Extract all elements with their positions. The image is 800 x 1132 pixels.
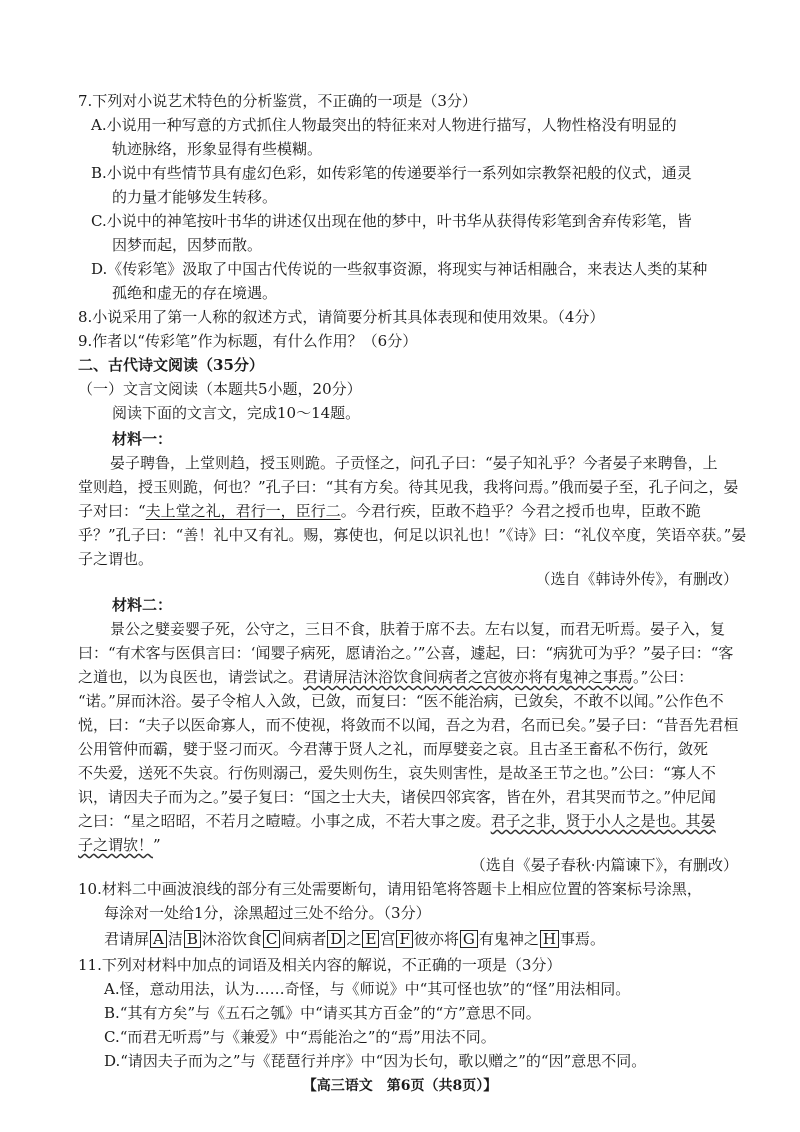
q7-option-a-cont: 轨迹脉络，形象显得有些模糊。 [112, 140, 323, 158]
material-2-line: 悦，曰：“夫子以医命寡人，而不使视，将敛而不以闻，吾之为君，名而已矣。”晏子曰：“昔吾先君桓 [78, 716, 739, 734]
material-1-line: 乎？”孔子曰：“善！礼中又有礼。赐，寡使也，何足以识礼也！”《诗》曰：“礼仪卒度，笑语卒获。”晏 [78, 526, 747, 544]
segment: 之 [346, 930, 362, 948]
segment: 洁 [167, 930, 183, 948]
q11-stem: 11.下列对材料中加点的词语及相关内容的解说，不正确的一项是（3分） [78, 956, 562, 974]
material-2-line: 曰：“有术客与医俱言曰：‘闻婴子病死，愿请治之。’”公喜，遽起，曰：“病犹可为乎？”晏子曰：“客 [78, 644, 734, 662]
q7-option-b-cont: 的力量才能够发生转移。 [112, 188, 278, 206]
text-span: 。今君行疾，臣敢不趋乎？今君之授币也卑，臣敢不跪 [340, 502, 701, 520]
segment: 事焉。 [559, 930, 605, 948]
material-2-source: （选自《晏子春秋·内篇谏下》，有删改） [470, 856, 738, 874]
q11-option-c: C.“而君无听焉”与《兼爱》中“焉能治之”的“焉”用法不同。 [104, 1028, 496, 1046]
q7-option-c: C.小说中的神笔按叶书华的讲述仅出现在他的梦中，叶书华从获得传彩笔到舍弃传彩笔，皆 [91, 212, 692, 230]
material-2-line: 景公之嬖妾婴子死，公守之，三日不食，肤着于席不去。左右以复，而君无听焉。晏子入，复 [110, 620, 726, 638]
text-span: 。”公曰： [633, 668, 694, 686]
material-2-line: 识，请因夫子而为之。”晏子复曰：“国之士大夫，诸侯四邻宾客，皆在外，君其哭而节之。”仲尼闻 [78, 788, 717, 806]
answer-label: E [362, 930, 379, 948]
text-span: 之道也，以为良医也，请尝试之。 [78, 668, 304, 686]
material-2-line: “诺。”屏而沐浴。晏子令棺人入敛，已敛，而复曰：“医不能治病，已敛矣，不敢不以闻。”公作色不 [78, 692, 724, 710]
q10-segmented-sentence [104, 928, 605, 950]
q11-option-d: D.“请因夫子而为之”与《琵琶行并序》中“因为长句，歌以赠之”的“因”意思不同。 [104, 1052, 647, 1070]
answer-label: G [460, 930, 478, 948]
segment: 间病者 [281, 930, 327, 948]
subsection-heading: （一）文言文阅读（本题共5小题，20分） [78, 380, 362, 398]
q10-stem: 10.材料二中画波浪线的部分有三处需要断句，请用铅笔将答题卡上相应位置的答案标号涂黑， [78, 880, 702, 898]
q8-stem: 8.小说采用了第一人称的叙述方式，请简要分析其具体表现和使用效果。（4分） [78, 308, 605, 326]
q7-option-c-cont: 因梦而起，因梦而散。 [112, 236, 263, 254]
page-footer: 【高三语文 第6页（共8页）】 [302, 1078, 498, 1094]
wavy-underlined-passage: 君请屏洁沐浴饮食间病者之宫彼亦将有鬼神之事焉 [303, 668, 634, 686]
text-span: ” [153, 836, 161, 854]
q9-stem: 9.作者以“传彩笔”作为标题，有什么作用？（6分） [78, 332, 418, 350]
underlined-sentence: 夫上堂之礼，君行一，臣行二 [145, 502, 341, 520]
q11-option-b: B.“其有方矣”与《五石之瓠》中“请买其方百金”的“方”意思不同。 [104, 1004, 541, 1022]
segment: 沐浴饮食 [201, 930, 262, 948]
material-2-title: 材料二： [112, 596, 173, 614]
q7-option-d: D.《传彩笔》汲取了中国古代传说的一些叙事资源，将现实与神话相融合，来表达人类的某种 [91, 260, 708, 278]
answer-label: F [396, 930, 412, 948]
reading-instruction: 阅读下面的文言文，完成10～14题。 [112, 404, 361, 422]
material-1-line: 子之谓也。 [78, 550, 154, 568]
q10-stem-cont: 每涂对一处给1分，涂黑超过三处不给分。（3分） [104, 904, 431, 922]
segment: 有鬼神之 [478, 930, 539, 948]
q7-option-d-cont: 孤绝和虚无的存在境遇。 [112, 284, 278, 302]
segment: 宫 [380, 930, 396, 948]
answer-label: A [150, 930, 167, 948]
material-2-line [78, 834, 161, 856]
material-2-line [78, 666, 693, 688]
material-2-line: 不失爱，送死不失哀。行伤则溺己，爱失则伤生，哀失则害性，是故圣王节之也。”公曰：“寡人不 [78, 764, 716, 782]
q7-option-a: A.小说用一种写意的方式抓住人物最突出的特征来对人物进行描写，人物性格没有明显的 [91, 116, 677, 134]
q7-stem: 7.下列对小说艺术特色的分析鉴赏，不正确的一项是（3分） [78, 92, 477, 110]
answer-label: D [327, 930, 345, 948]
answer-label: H [540, 930, 559, 948]
material-2-line [78, 810, 716, 832]
answer-label: C [263, 930, 280, 948]
material-2-line: 公用管仲而霸，嬖于竖刁而灭。今君薄于贤人之礼，而厚嬖妾之哀。且古圣王畜私不伤行，敛死 [78, 740, 709, 758]
wavy-underlined-sentence: 子之谓欤！ [78, 836, 154, 854]
q11-option-a: A.怪，意动用法，认为……奇怪，与《师说》中“其可怪也欤”的“怪”用法相同。 [104, 980, 631, 998]
material-1-line: 晏子聘鲁，上堂则趋，授玉则跪。子贡怪之，问孔子曰：“晏子知礼乎？今者晏子来聘鲁，上 [110, 454, 718, 472]
wavy-underlined-sentence: 君子之非，贤于小人之是也。其晏 [490, 812, 716, 830]
material-1-title: 材料一： [112, 430, 173, 448]
segment: 君请屏 [104, 930, 150, 948]
text-span: 子对曰：“ [78, 502, 146, 520]
answer-label: B [184, 930, 201, 948]
text-span: 之曰：“星之昭昭，不若月之曀曀。小事之成，不若大事之废。 [78, 812, 491, 830]
section-heading: 二、古代诗文阅读（35分） [78, 356, 264, 374]
material-1-source: （选自《韩诗外传》，有删改） [535, 570, 738, 588]
segment: 彼亦将 [413, 930, 459, 948]
material-1-line [78, 500, 701, 522]
material-1-line: 堂则趋，授玉则跪，何也？”孔子曰：“其有方矣。待其见我，我将问焉。”俄而晏子至，孔子问之，晏 [78, 478, 739, 496]
q7-option-b: B.小说中有些情节具有虚幻色彩，如传彩笔的传递要举行一系列如宗教祭祀般的仪式，通灵 [91, 164, 692, 182]
